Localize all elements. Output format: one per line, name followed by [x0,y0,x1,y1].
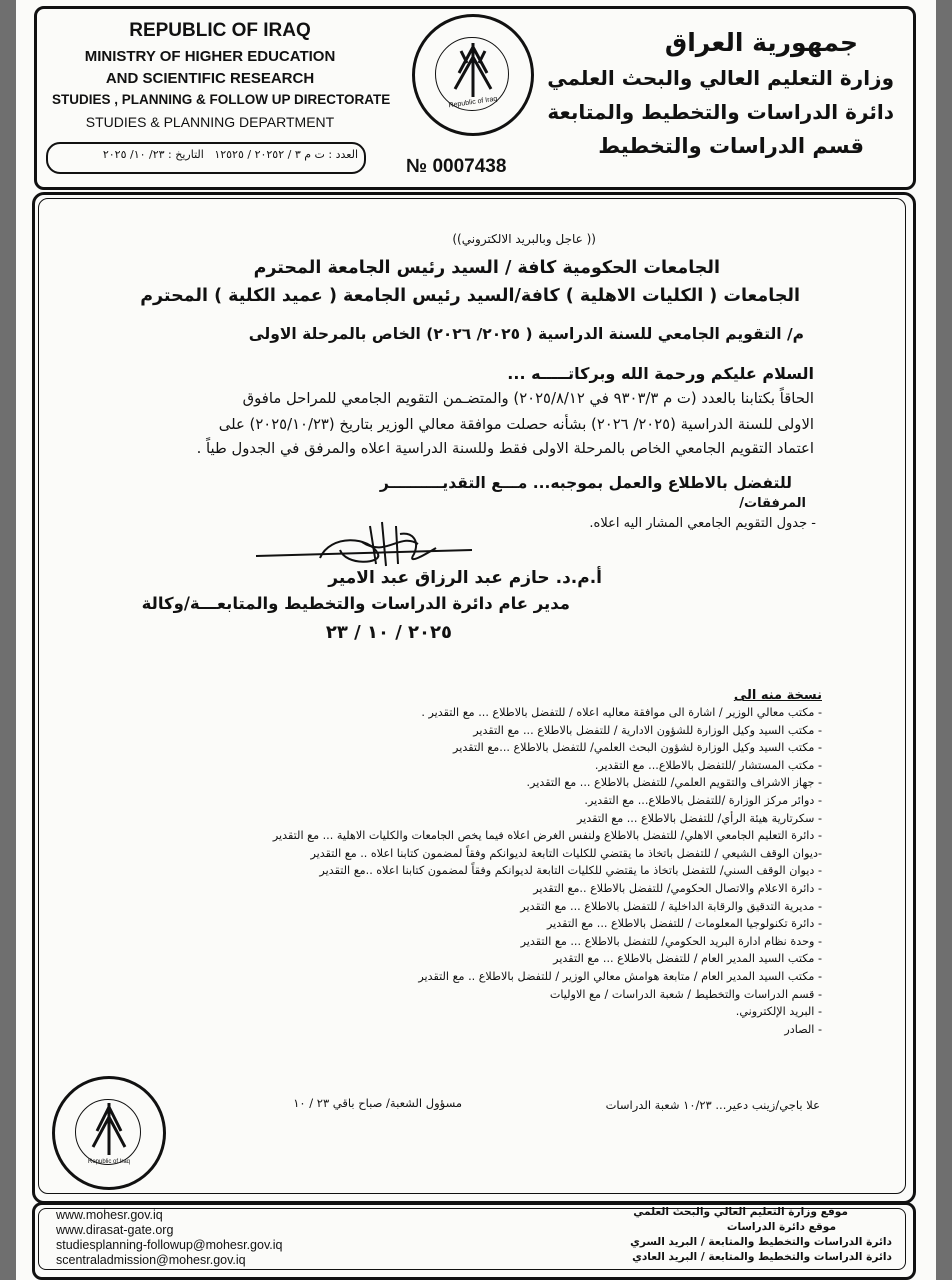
urgent-note: (( عاجل وبالبريد الالكتروني)) [452,232,596,246]
seal-bottom-emblem [55,1079,163,1187]
attachments-title: المرفقات/ [739,496,806,511]
paragraph-line-3: اعتماد التقويم الجامعي الخاص بالمرحلة الاولى فقط وللسنة الدراسية اعلاه والمرفق في الجدول طياً . [196,440,814,457]
footer-ar-ministry-site: موقع وزارة التعليم العالي والبحث العلمي [633,1206,848,1218]
signature-graphic [250,514,480,574]
reference-number [103,148,358,161]
footer-ar-secret-mail: دائرة الدراسات والتخطيط والمتابعة / البريد السري [630,1236,892,1248]
closing-line: للتفضل بالاطلاع والعمل بموجبه... مـــع التقديــــــــــر [379,474,792,492]
seal-caption-top: Republic of Iraq [448,95,498,110]
signer-name: أ.م.د. حازم عبد الرزاق عبد الامير [328,568,602,588]
seal-bottom-caption: Republic of Iraq [87,1159,131,1165]
initials-right: علا باجي/زينب دعير... ١٠/٢٣ شعبة الدراسات [605,1098,820,1112]
footer-email-regular[interactable]: scentraladmission@mohesr.gov.iq [56,1253,246,1267]
copy-recipient: - مكتب معالي الوزير / اشارة الى موافقة معاليه اعلاه / للتفضل بالاطلاع ... مع التقدير . [421,706,822,719]
copy-recipient: - مكتب السيد وكيل الوزارة للشؤون الادارية / للتفضل بالاطلاع ... مع التقدير [473,723,822,737]
ministry-seal [412,14,534,136]
copy-recipient: -ديوان الوقف الشيعي / للتفضل باتخاذ ما يقتضي للكليات التابعة لديوانكم وفقاً لمضمون كتابنا اعلاه .. مع التقدير [310,846,822,860]
copy-recipient: - جهاز الاشراف والتقويم العلمي/ للتفضل بالاطلاع ... مع التقدير. [526,776,822,790]
header-en-ministry: MINISTRY OF HIGHER EDUCATION [84,48,336,65]
copies-title: نسخة منه الى [733,688,822,703]
header-ar-directorate: دائرة الدراسات والتخطيط والمتابعة [547,100,894,124]
footer-ar-regular-mail: دائرة الدراسات والتخطيط والمتابعة / البريد العادي [632,1251,892,1263]
reference-number-label: العدد : ت م ٣ / ٢٠٢٥٢ / ١٢٥٢٥ [214,148,358,161]
header-ar-department: قسم الدراسات والتخطيط [598,134,864,158]
copy-recipient: - دائرة تكنولوجيا المعلومات / للتفضل بالاطلاع ... مع التقدير [547,917,822,931]
signature-date: ٢٠٢٥ / ١٠ / ٢٣ [325,622,452,643]
copy-recipient: - الصادر [784,1022,822,1036]
header-en-directorate: STUDIES , PLANNING & FOLLOW UP DIRECTORATE [52,92,391,107]
copy-recipient: - دائرة التعليم الجامعي الاهلي/ للتفضل بالاطلاع ولنفس الغرض اعلاه فيما يخص الجامعات والكليات الاهلية ... مع التقدير [272,829,822,843]
header-en-ministry-2: AND SCIENTIFIC RESEARCH [105,70,315,87]
copy-recipient: - مكتب المستشار /للتفضل بالاطلاع... مع التقدير. [594,758,822,772]
copy-recipient: - قسم الدراسات والتخطيط / شعبة الدراسات / مع الاوليات [549,987,822,1001]
footer-email-secret[interactable]: studiesplanning-followup@mohesr.gov.iq [56,1238,283,1252]
copy-recipient: - ديوان الوقف السني/ للتفضل باتخاذ ما يقتضي للكليات التابعة لديوانكم وفقاً لمضمون كتابنا اعلاه ..مع التقدير [319,864,822,878]
footer-gate-site[interactable]: www.dirasat-gate.org [56,1223,174,1237]
copy-recipient: - البريد الإلكتروني. [735,1005,822,1019]
header-en-republic: REPUBLIC OF IRAQ [129,20,311,41]
copy-recipient: - دوائر مركز الوزارة /للتفضل بالاطلاع... مع التقدير. [584,794,822,807]
addressee-line-2: الجامعات ( الكليات الاهلية ) كافة/السيد رئيس الجامعة ( عميد الكلية ) المحترم [140,286,800,306]
header-en-department: STUDIES & PLANNING DEPARTMENT [85,114,335,130]
copy-recipient: - مديرية التدقيق والرقابة الداخلية / للتفضل بالاطلاع ... مع التقدير [520,899,822,913]
signer-title: مدير عام دائرة الدراسات والتخطيط والمتابعـــة/وكالة [141,594,570,613]
reference-date: التاريخ : ٢٣/ ١٠/ ٢٠٢٥ [102,148,204,161]
copy-recipient: - وحدة نظام ادارة البريد الحكومي/ للتفضل بالاطلاع ... مع التقدير [520,934,822,948]
paragraph-line-1: الحاقاً بكتابنا بالعدد (ت م ٩٣٠٣/٣ في ٢٠٢٥/٨/١٢) والمتضـمن التقويم الجامعي للمراحل مافوق [242,390,814,407]
copy-recipient: - مكتب السيد وكيل الوزارة لشؤون البحث العلمي/ للتفضل بالاطلاع ...مع التقدير [453,741,822,755]
copy-recipient: - سكرتارية هيئة الرأي/ للتفضل بالاطلاع ... مع التقدير [576,811,822,825]
paragraph-line-2: الاولى للسنة الدراسية (٢٠٢٥/ ٢٠٢٦) بشأنه حصلت موافقة معالي الوزير بتاريخ (٢٠٢٥/١٠/٢٣) على [218,416,814,433]
copy-recipient: - دائرة الاعلام والاتصال الحكومي/ للتفضل بالاطلاع ..مع التقدير [533,882,822,895]
header-ar-ministry: وزارة التعليم العالي والبحث العلمي [547,66,894,90]
header-ar-republic: جمهورية العراق [664,28,858,57]
copy-recipient: - مكتب السيد المدير العام / للتفضل بالاطلاع ... مع التقدير [553,952,822,966]
greeting: السلام عليكم ورحمة الله وبركاتـــــه ... [507,364,814,383]
attachment-item: - جدول التقويم الجامعي المشار اليه اعلاه. [589,516,816,531]
footer-website[interactable]: www.mohesr.gov.iq [56,1208,163,1222]
serial-number: № 0007438 [406,156,507,177]
ministry-seal-bottom [52,1076,166,1190]
seal-emblem [415,17,531,133]
initials-left: مسؤول الشعبة/ صباح باقي ٢٣ / ١٠ [293,1096,462,1110]
addressee-line-1: الجامعات الحكومية كافة / السيد رئيس الجامعة المحترم [253,258,720,278]
footer-ar-dirasat-site: موقع دائرة الدراسات [726,1221,836,1233]
copy-recipient: - مكتب السيد المدير العام / متابعة هوامش معالي الوزير / للتفضل بالاطلاع .. مع التقدير [418,970,822,983]
subject-line: م/ التقويم الجامعي للسنة الدراسية ( ٢٠٢٥/ ٢٠٢٦) الخاص بالمرحلة الاولى [248,325,804,343]
